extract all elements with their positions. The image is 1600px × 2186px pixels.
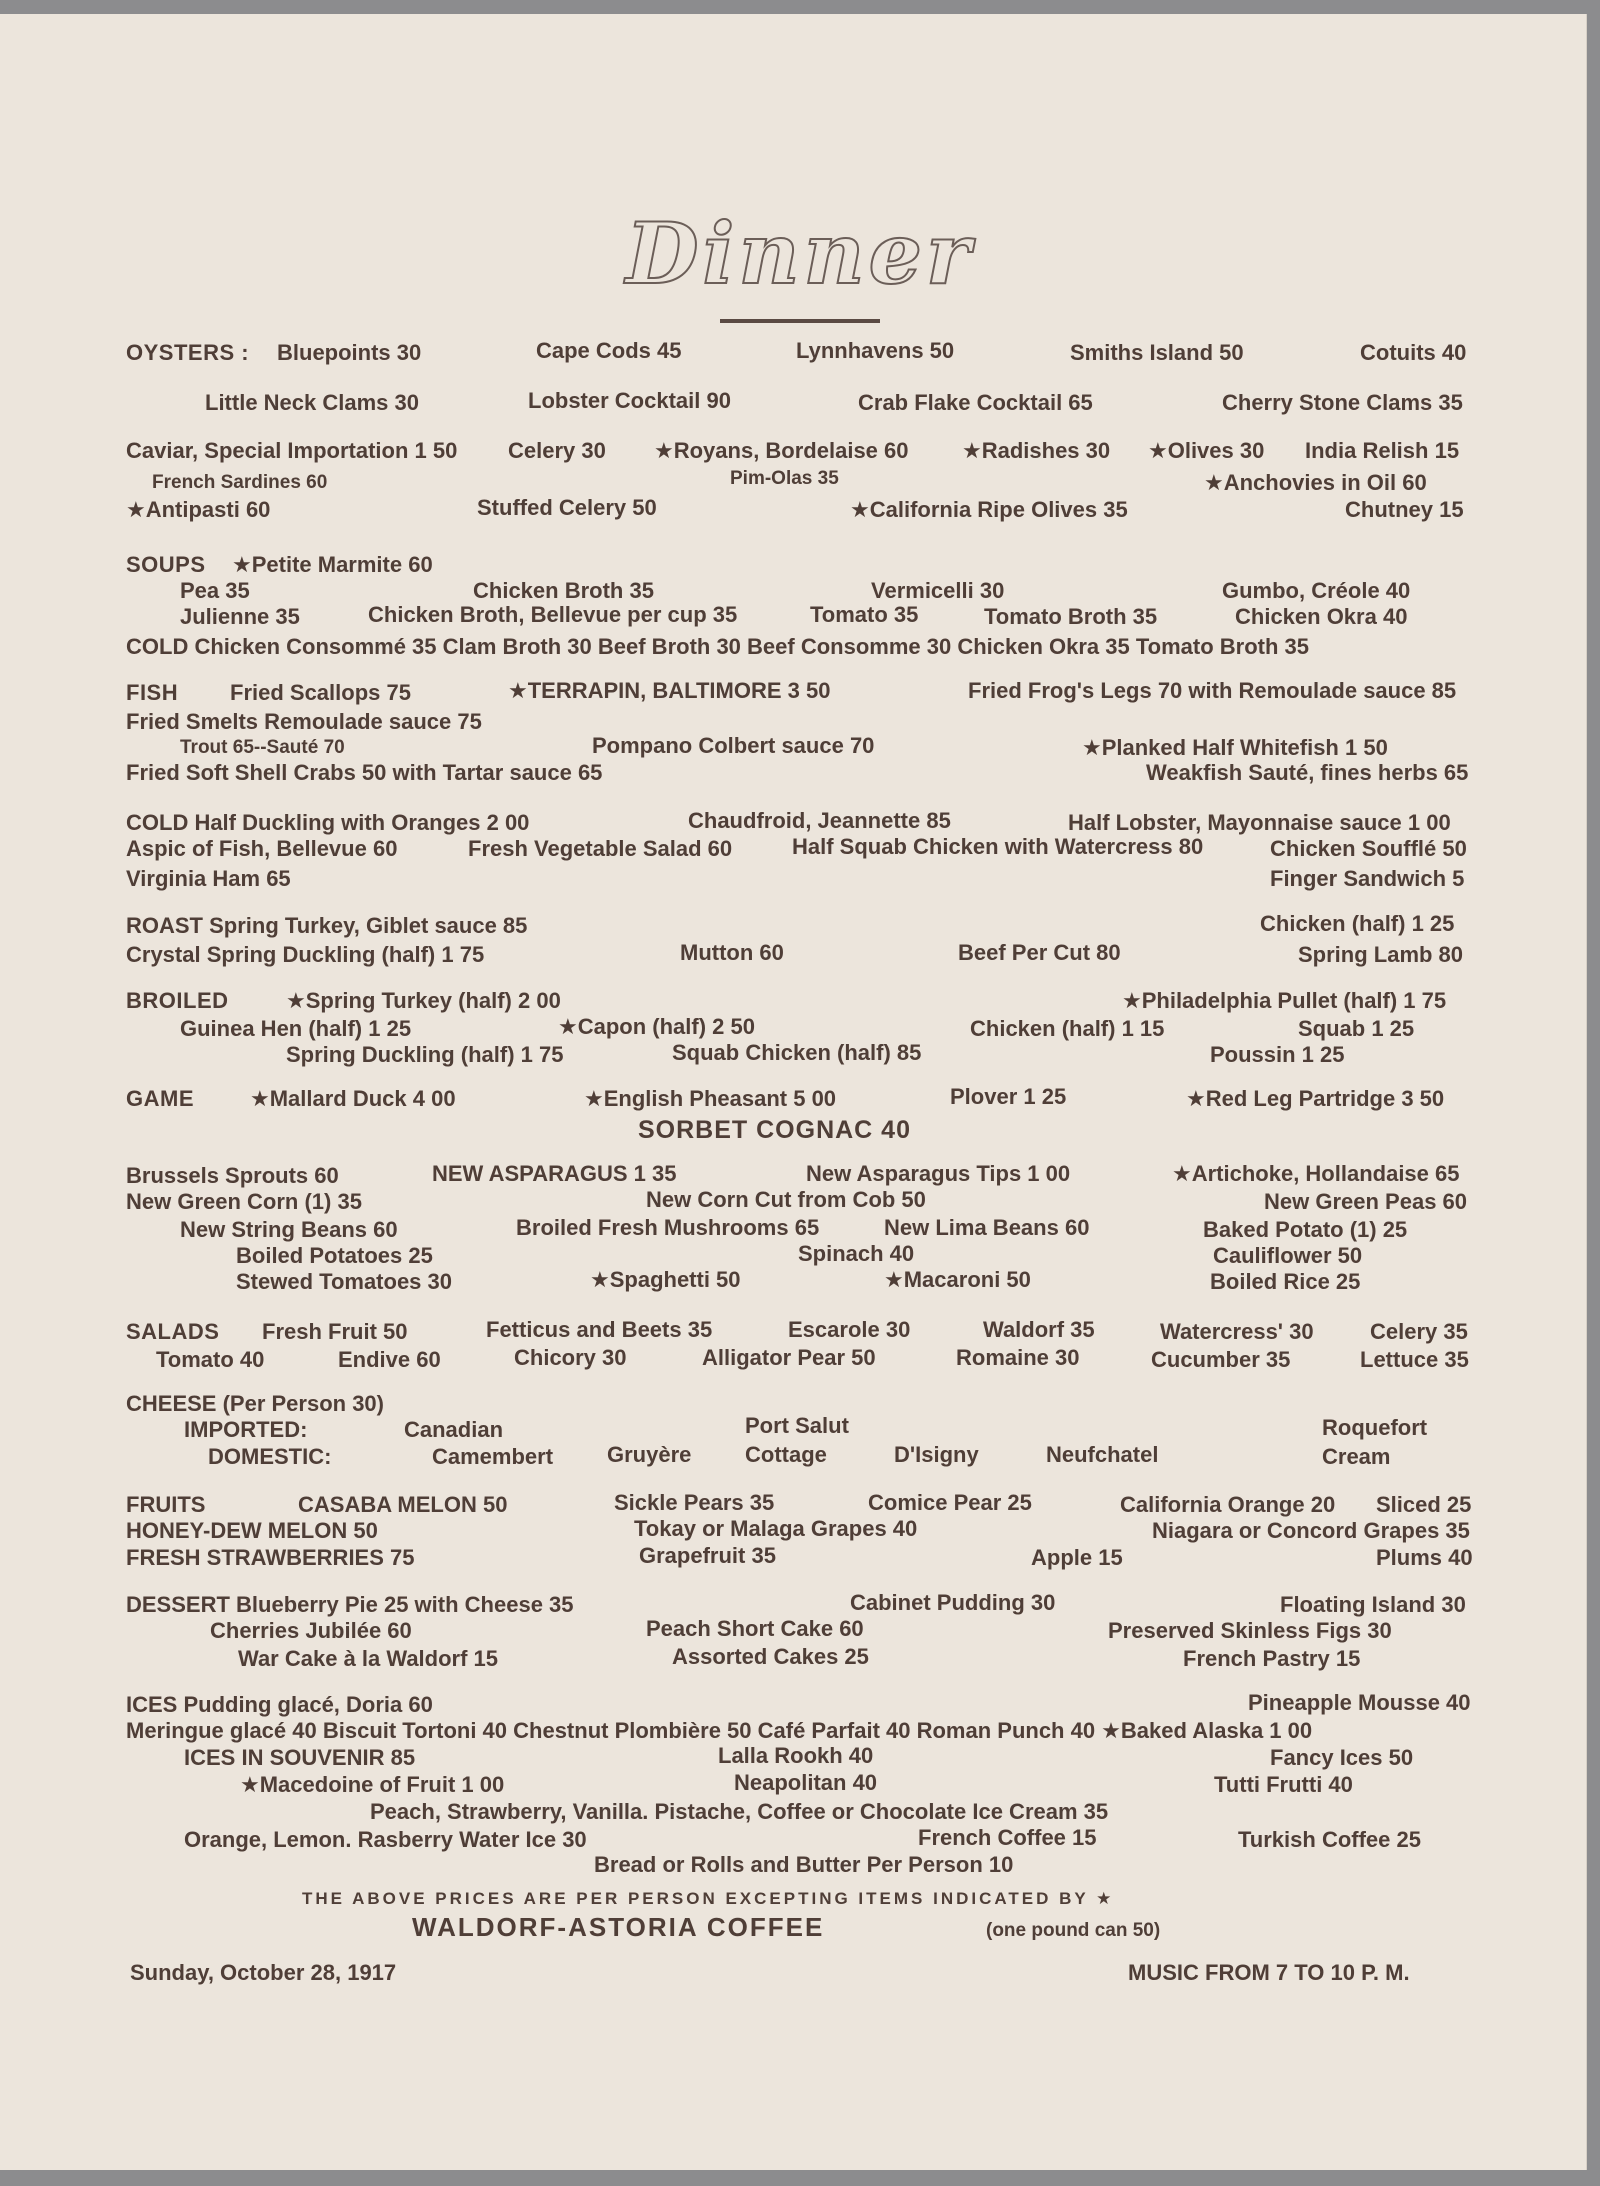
menu-line: OYSTERS :	[126, 340, 250, 365]
menu-line: French Coffee 15	[918, 1825, 1097, 1850]
menu-line: Chaudfroid, Jeannette 85	[688, 808, 951, 833]
menu-line: Canadian	[404, 1417, 504, 1442]
menu-line: War Cake à la Waldorf 15	[238, 1646, 499, 1671]
menu-line: Neufchatel	[1046, 1442, 1159, 1467]
menu-line: Stewed Tomatoes 30	[236, 1269, 452, 1294]
menu-line: Crystal Spring Duckling (half) 1 75	[126, 942, 485, 967]
menu-line: DOMESTIC:	[208, 1444, 332, 1469]
menu-line: COLD Half Duckling with Oranges 2 00	[126, 810, 530, 835]
menu-line: Fresh Vegetable Salad 60	[468, 836, 733, 861]
menu-line: Fancy Ices 50	[1270, 1745, 1414, 1770]
menu-line: ICES IN SOUVENIR 85	[184, 1745, 416, 1770]
menu-line: California Orange 20	[1120, 1492, 1336, 1517]
menu-line: Tomato 35	[810, 602, 919, 627]
menu-line: Bread or Rolls and Butter Per Person 10	[594, 1852, 1014, 1877]
menu-line: Peach Short Cake 60	[646, 1616, 864, 1641]
menu-line: ★Petite Marmite 60	[232, 552, 433, 577]
menu-line: Half Squab Chicken with Watercress 80	[792, 834, 1204, 859]
menu-line: Tokay or Malaga Grapes 40	[634, 1516, 918, 1541]
menu-line: SOUPS	[126, 552, 206, 577]
menu-line: Orange, Lemon. Rasberry Water Ice 30	[184, 1827, 587, 1852]
menu-line: Celery 35	[1370, 1319, 1468, 1344]
menu-line: Squab Chicken (half) 85	[672, 1040, 922, 1065]
menu-line: (one pound can 50)	[986, 1920, 1161, 1941]
menu-line: Spring Duckling (half) 1 75	[286, 1042, 564, 1067]
menu-line: New Corn Cut from Cob 50	[646, 1187, 926, 1212]
menu-line: Cream	[1322, 1444, 1391, 1469]
menu-line: Fried Frog's Legs 70 with Remoulade sauce 85	[968, 678, 1457, 703]
menu-line: Gruyère	[607, 1442, 692, 1467]
menu-line: Weakfish Sauté, fines herbs 65	[1146, 760, 1469, 785]
menu-line: Chicken (half) 1 25	[1260, 911, 1455, 936]
menu-line: Spinach 40	[798, 1241, 915, 1266]
menu-line: Endive 60	[338, 1347, 441, 1372]
menu-line: New Lima Beans 60	[884, 1215, 1090, 1240]
menu-line: Beef Per Cut 80	[958, 940, 1121, 965]
menu-line: Camembert	[432, 1444, 554, 1469]
menu-line: Turkish Coffee 25	[1238, 1827, 1421, 1852]
menu-line: NEW ASPARAGUS 1 35	[432, 1161, 677, 1186]
menu-line: Cape Cods 45	[536, 338, 682, 363]
menu-line: Lettuce 35	[1360, 1347, 1469, 1372]
menu-line: New Asparagus Tips 1 00	[806, 1161, 1071, 1186]
title-underline	[720, 319, 880, 323]
menu-line: Preserved Skinless Figs 30	[1108, 1618, 1392, 1643]
menu-line: Pim-Olas 35	[730, 468, 839, 489]
menu-line: DESSERT Blueberry Pie 25 with Cheese 35	[126, 1592, 574, 1617]
menu-line: Sunday, October 28, 1917	[130, 1960, 397, 1985]
menu-line: Roquefort	[1322, 1415, 1428, 1440]
menu-line: FRUITS	[126, 1492, 206, 1517]
menu-line: Sliced 25	[1376, 1492, 1472, 1517]
menu-line: Cottage	[745, 1442, 827, 1467]
menu-line: New String Beans 60	[180, 1217, 398, 1242]
menu-line: Spring Lamb 80	[1298, 942, 1464, 967]
menu-line: Caviar, Special Importation 1 50	[126, 438, 458, 463]
menu-line: MUSIC FROM 7 TO 10 P. M.	[1128, 1960, 1410, 1985]
menu-line: Trout 65--Sauté 70	[180, 737, 345, 758]
menu-line: SORBET COGNAC 40	[638, 1116, 911, 1144]
menu-line: Grapefruit 35	[639, 1543, 776, 1568]
menu-line: Poussin 1 25	[1210, 1042, 1345, 1067]
menu-line: Comice Pear 25	[868, 1490, 1032, 1515]
menu-line: Mutton 60	[680, 940, 784, 965]
menu-line: Lynnhavens 50	[796, 338, 955, 363]
menu-line: Crab Flake Cocktail 65	[858, 390, 1093, 415]
menu-line: Fetticus and Beets 35	[486, 1317, 713, 1342]
menu-line: Virginia Ham 65	[126, 866, 291, 891]
menu-line: GAME	[126, 1086, 194, 1111]
menu-line: ★Macaroni 50	[884, 1267, 1031, 1292]
menu-line: Broiled Fresh Mushrooms 65	[516, 1215, 820, 1240]
menu-line: Lalla Rookh 40	[718, 1743, 874, 1768]
menu-line: ★Spaghetti 50	[590, 1267, 741, 1292]
menu-line: Chicken (half) 1 15	[970, 1016, 1165, 1041]
menu-line: Pea 35	[180, 578, 250, 603]
menu-line: CHEESE (Per Person 30)	[126, 1391, 384, 1416]
menu-line: Cabinet Pudding 30	[850, 1590, 1056, 1615]
menu-line: Floating Island 30	[1280, 1592, 1466, 1617]
menu-line: Peach, Strawberry, Vanilla. Pistache, Coffee or Chocolate Ice Cream 35	[370, 1799, 1109, 1824]
menu-line: Tomato 40	[156, 1347, 265, 1372]
menu-line: Watercress' 30	[1160, 1319, 1314, 1344]
menu-line: Cucumber 35	[1151, 1347, 1291, 1372]
menu-line: Boiled Rice 25	[1210, 1269, 1361, 1294]
menu-line: Gumbo, Créole 40	[1222, 578, 1411, 603]
menu-line: Fresh Fruit 50	[262, 1319, 408, 1344]
menu-line: Chicken Broth 35	[473, 578, 654, 603]
menu-line: ★Planked Half Whitefish 1 50	[1082, 735, 1388, 760]
menu-line: Cotuits 40	[1360, 340, 1467, 365]
menu-line: Assorted Cakes 25	[672, 1644, 869, 1669]
menu-line: Vermicelli 30	[871, 578, 1005, 603]
menu-line: BROILED	[126, 988, 229, 1013]
menu-line: FRESH STRAWBERRIES 75	[126, 1545, 415, 1570]
menu-line: ★English Pheasant 5 00	[584, 1086, 837, 1111]
menu-line: Pompano Colbert sauce 70	[592, 733, 875, 758]
menu-line: Meringue glacé 40 Biscuit Tortoni 40 Chestnut Plombière 50 Café Parfait 40 Roman Punch 40 ★Baked Alaska 1 00	[126, 1718, 1313, 1743]
menu-line: Julienne 35	[180, 604, 300, 629]
menu-line: Alligator Pear 50	[702, 1345, 876, 1370]
menu-line: Baked Potato (1) 25	[1203, 1217, 1408, 1242]
menu-line: ★Olives 30	[1148, 438, 1265, 463]
menu-line: Fried Scallops 75	[230, 680, 411, 705]
menu-line: Chicken Broth, Bellevue per cup 35	[368, 602, 738, 627]
menu-line: Waldorf 35	[983, 1317, 1095, 1342]
menu-line: Romaine 30	[956, 1345, 1080, 1370]
menu-line: Cherries Jubilée 60	[210, 1618, 412, 1643]
menu-line: Chicken Soufflé 50	[1270, 836, 1467, 861]
menu-line: Chicken Okra 40	[1235, 604, 1408, 629]
menu-title: Dinner	[625, 204, 975, 303]
menu-line: HONEY-DEW MELON 50	[126, 1518, 378, 1543]
menu-line: ROAST Spring Turkey, Giblet sauce 85	[126, 913, 528, 938]
menu-line: New Green Peas 60	[1264, 1189, 1468, 1214]
menu-line: Stuffed Celery 50	[477, 495, 657, 520]
menu-line: WALDORF-ASTORIA COFFEE	[412, 1912, 825, 1942]
menu-line: IMPORTED:	[184, 1417, 308, 1442]
menu-line: ICES Pudding glacé, Doria 60	[126, 1692, 433, 1717]
menu-line: French Sardines 60	[152, 472, 328, 493]
menu-line: CASABA MELON 50	[298, 1492, 508, 1517]
menu-line: Sickle Pears 35	[614, 1490, 775, 1515]
menu-line: SALADS	[126, 1319, 220, 1344]
menu-line: Cherry Stone Clams 35	[1222, 390, 1463, 415]
menu-line: ★Artichoke, Hollandaise 65	[1172, 1161, 1460, 1186]
menu-line: FISH	[126, 680, 179, 705]
menu-line: Neapolitan 40	[734, 1770, 878, 1795]
menu-line: Brussels Sprouts 60	[126, 1163, 339, 1188]
menu-page	[0, 14, 1587, 2170]
menu-line: ★Anchovies in Oil 60	[1204, 470, 1427, 495]
menu-line: Aspic of Fish, Bellevue 60	[126, 836, 398, 861]
menu-line: ★Antipasti 60	[126, 497, 271, 522]
menu-line: Lobster Cocktail 90	[528, 388, 731, 413]
menu-line: ★California Ripe Olives 35	[850, 497, 1128, 522]
menu-line: Half Lobster, Mayonnaise sauce 1 00	[1068, 810, 1451, 835]
menu-line: Tomato Broth 35	[984, 604, 1158, 629]
menu-line: New Green Corn (1) 35	[126, 1189, 362, 1214]
menu-line: India Relish 15	[1305, 438, 1460, 463]
menu-line: ★Philadelphia Pullet (half) 1 75	[1122, 988, 1447, 1013]
menu-line: Boiled Potatoes 25	[236, 1243, 433, 1268]
menu-line: Fried Soft Shell Crabs 50 with Tartar sauce 65	[126, 760, 603, 785]
menu-line: D'Isigny	[894, 1442, 979, 1467]
menu-line: Apple 15	[1031, 1545, 1123, 1570]
menu-line: Squab 1 25	[1298, 1016, 1415, 1041]
menu-line: Port Salut	[745, 1413, 849, 1438]
menu-line: ★Spring Turkey (half) 2 00	[286, 988, 561, 1013]
menu-line: Guinea Hen (half) 1 25	[180, 1016, 412, 1041]
menu-line: Celery 30	[508, 438, 606, 463]
menu-line: Chicory 30	[514, 1345, 627, 1370]
menu-line: French Pastry 15	[1183, 1646, 1361, 1671]
menu-line: Chutney 15	[1345, 497, 1464, 522]
menu-line: ★TERRAPIN, BALTIMORE 3 50	[508, 678, 831, 703]
menu-line: ★Radishes 30	[962, 438, 1111, 463]
menu-line: Plover 1 25	[950, 1084, 1067, 1109]
menu-line: COLD Chicken Consommé 35 Clam Broth 30 Beef Broth 30 Beef Consomme 30 Chicken Okra 35 Tomato Broth 35	[126, 634, 1310, 659]
menu-line: ★Capon (half) 2 50	[558, 1014, 755, 1039]
menu-line: Escarole 30	[788, 1317, 911, 1342]
menu-line: ★Royans, Bordelaise 60	[654, 438, 909, 463]
menu-line: Finger Sandwich 5	[1270, 866, 1465, 891]
menu-line: Smiths Island 50	[1070, 340, 1244, 365]
menu-line: THE ABOVE PRICES ARE PER PERSON EXCEPTING ITEMS INDICATED BY ★	[302, 1889, 1115, 1908]
menu-line: Little Neck Clams 30	[205, 390, 419, 415]
menu-line: Plums 40	[1376, 1545, 1473, 1570]
menu-line: ★Red Leg Partridge 3 50	[1186, 1086, 1445, 1111]
menu-line: ★Macedoine of Fruit 1 00	[240, 1772, 505, 1797]
menu-line: Pineapple Mousse 40	[1248, 1690, 1471, 1715]
menu-line: Cauliflower 50	[1213, 1243, 1363, 1268]
menu-line: Fried Smelts Remoulade sauce 75	[126, 709, 482, 734]
menu-line: Tutti Frutti 40	[1214, 1772, 1353, 1797]
menu-line: Niagara or Concord Grapes 35	[1152, 1518, 1470, 1543]
menu-line: ★Mallard Duck 4 00	[250, 1086, 456, 1111]
menu-line: Bluepoints 30	[277, 340, 422, 365]
